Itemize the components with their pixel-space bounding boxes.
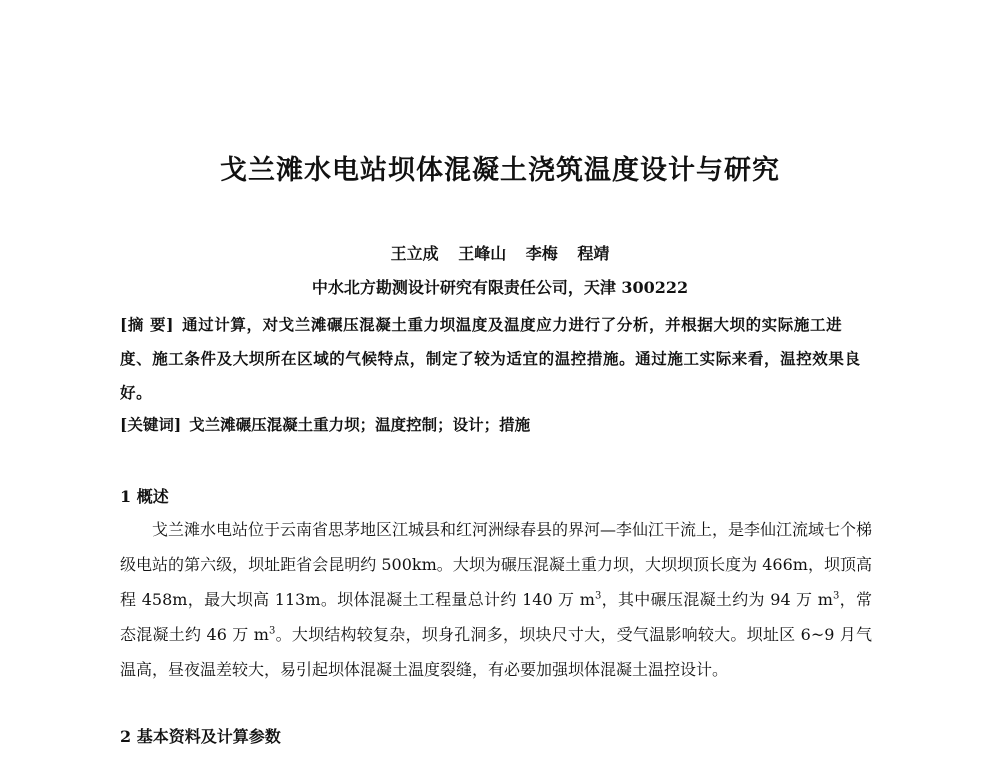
section-1-paragraph <box>120 512 872 687</box>
section-2-heading: 2 基本资料及计算参数 <box>120 727 281 746</box>
paragraph-text-1: 戈兰滩水电站位于云南省思茅地区江城县和红河洲绿春县的界河—李仙江干流上，是李仙江流域七个梯级电站的第六级，坝址距省会昆明约 500km。大坝为碾压混凝土重力坝，大坝坝顶长度为 466m，坝顶高程 458m，最大坝高 113m。坝体混凝土工程量总计约 140 万 m <box>120 520 873 609</box>
superscript-1: 3 <box>594 590 602 602</box>
paragraph-text-4: 。大坝结构较复杂，坝身孔洞多，坝块尺寸大，受气温影响较大。坝址区 6~9 月气温高，昼夜温差较大，易引起坝体混凝土温度裂缝，有必要加强坝体混凝土温控设计。 <box>120 625 872 679</box>
abstract-label: [摘 要] <box>120 315 175 334</box>
affiliation: 中水北方勘测设计研究有限责任公司，天津 300222 <box>311 278 689 297</box>
abstract-text: 通过计算，对戈兰滩碾压混凝土重力坝温度及温度应力进行了分析，并根据大坝的实际施工进度、施工条件及大坝所在区域的气候特点，制定了较为适宜的温控措施。通过施工实际来看，温控效果良好。 <box>120 315 861 402</box>
keywords-text: 戈兰滩碾压混凝土重力坝；温度控制；设计；措施 <box>189 415 531 434</box>
keywords <box>120 410 872 440</box>
paragraph-text-3: ，常态混凝土约 46 万 m <box>120 590 872 644</box>
keywords-label: [关键词] <box>120 415 182 434</box>
abstract <box>120 308 872 410</box>
superscript-2: 3 <box>832 590 840 602</box>
section-1-heading: 1 概述 <box>120 487 169 506</box>
superscript-3: 3 <box>268 625 276 637</box>
author-list: 王立成 王峰山 李梅 程靖 <box>390 244 610 263</box>
paper-title: 戈兰滩水电站坝体混凝土浇筑温度设计与研究 <box>220 155 780 186</box>
paragraph-text-2: ，其中碾压混凝土约为 94 万 m <box>601 590 833 609</box>
